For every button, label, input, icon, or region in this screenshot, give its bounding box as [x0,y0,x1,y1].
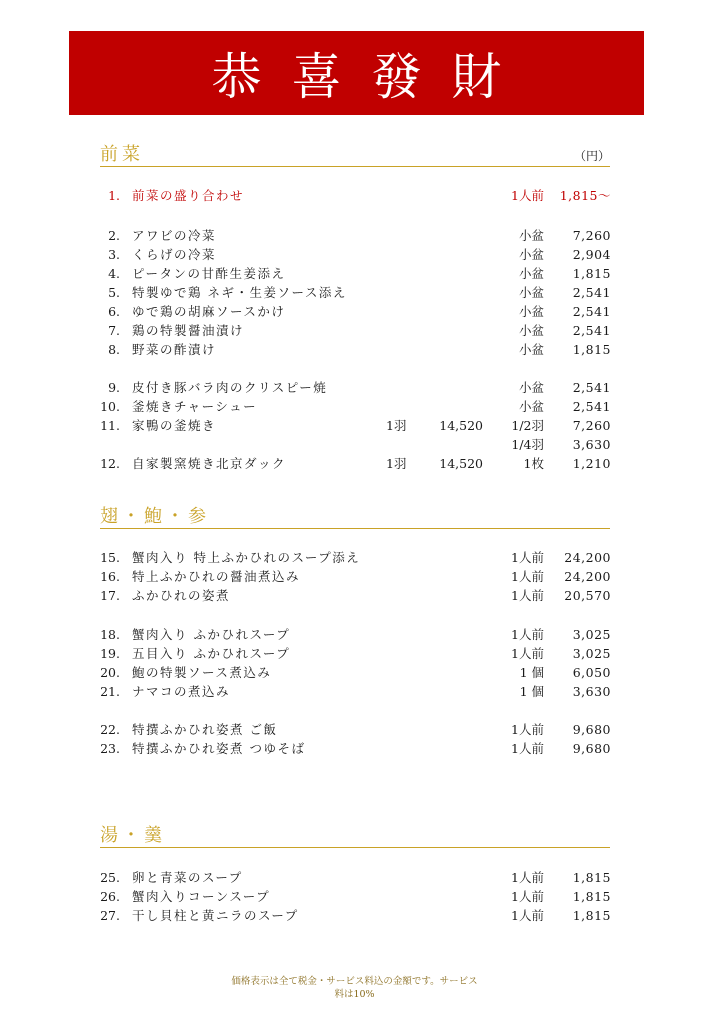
item-price: 3,025 [572,646,611,661]
currency-unit: （円） [573,149,610,163]
item-number: 17. [100,588,120,603]
menu-item-row [0,682,709,701]
item-name: 蟹肉入りコーンスープ [132,889,271,904]
menu-item-row [0,868,709,887]
menu-item-row [0,887,709,906]
section-title: 前菜 [100,144,144,165]
menu-item-row [0,397,709,416]
section-header-soups [100,825,610,848]
item-price: 3,025 [572,627,611,642]
section-title: 湯・羹 [100,825,166,846]
menu-item-row [0,739,709,758]
menu-item-row [0,906,709,925]
item-price: 1,815 [572,908,611,923]
item-portion: 小盆 [518,323,544,338]
item-number: 5. [108,285,120,300]
menu-item-row [0,283,709,302]
item-portion: 1人前 [511,646,544,661]
item-price: 1,815 [572,889,611,904]
menu-item-row [0,245,709,264]
item-whole-price: 14,520 [439,418,483,433]
menu-item-row [0,321,709,340]
item-portion: 小盆 [518,342,544,357]
item-price: 2,541 [572,304,611,319]
item-portion: 1人前 [511,627,544,642]
item-portion: 1人前 [511,908,544,923]
menu-item-row [0,226,709,245]
item-price: 9,680 [572,722,611,737]
item-name: 干し貝柱と黄ニラのスープ [132,908,299,923]
item-number: 8. [108,342,120,357]
item-price: 1,815 [572,342,611,357]
item-number: 3. [108,247,120,262]
menu-item-row [0,435,709,454]
item-name: 鮑の特製ソース煮込み [132,665,272,680]
item-price: 3,630 [572,437,611,452]
section-title: 翅・鮑・参 [100,506,210,527]
item-name: 特撰ふかひれ姿煮 ご飯 [132,722,278,737]
item-portion: 1人前 [511,870,544,885]
item-price: 24,200 [564,550,611,565]
menu-item-row [0,625,709,644]
menu-item-row [0,548,709,567]
footer-line: 料は10% [334,989,375,1000]
item-price: 6,050 [572,665,611,680]
item-price: 1,210 [572,456,611,471]
item-portion: 小盆 [518,228,544,243]
menu-item-row [0,644,709,663]
item-portion: 1/4羽 [511,437,544,452]
item-price: 2,541 [572,285,611,300]
banner-title: 恭喜發財 [69,31,644,115]
item-number: 1. [108,188,120,203]
menu-item-row [0,302,709,321]
item-name: 釜焼きチャーシュー [132,399,258,414]
item-number: 22. [100,722,120,737]
menu-item-row [0,454,709,473]
item-number: 20. [100,665,120,680]
item-number: 25. [100,870,120,885]
item-portion: 1 個 [519,684,544,699]
item-portion: 小盆 [518,380,544,395]
item-price: 20,570 [564,588,611,603]
item-name: 五目入り ふかひれスープ [132,646,291,661]
item-price: 1,815～ [559,188,611,203]
item-portion: 1 個 [519,665,544,680]
item-number: 18. [100,627,120,642]
menu-item-row [0,567,709,586]
item-name: 蟹肉入り 特上ふかひれのスープ添え [132,550,361,565]
item-price: 7,260 [572,228,611,243]
item-number: 21. [100,684,120,699]
footer-line: 価格表示は全て税金・サービス料込の金額です。サービス [231,976,478,987]
item-number: 15. [100,550,120,565]
menu-item-row [0,663,709,682]
item-number: 26. [100,889,120,904]
menu-item-row [0,586,709,605]
item-price: 1,815 [572,870,611,885]
item-number: 27. [100,908,120,923]
item-portion: 1人前 [511,569,544,584]
item-number: 2. [108,228,120,243]
item-portion: 1人前 [511,188,544,203]
menu-item-row [0,720,709,739]
menu-item-row [0,340,709,359]
item-portion: 1人前 [511,741,544,756]
item-number: 23. [100,741,120,756]
item-name: ナマコの煮込み [132,684,231,699]
item-name: ふかひれの姿煮 [132,588,231,603]
item-whole-price: 14,520 [439,456,483,471]
item-number: 9. [108,380,120,395]
item-price: 1,815 [572,266,611,281]
item-price: 24,200 [564,569,611,584]
item-portion: 小盆 [518,304,544,319]
item-number: 11. [100,418,120,433]
item-price: 9,680 [572,741,611,756]
menu-item-row [0,264,709,283]
item-number: 19. [100,646,120,661]
item-name: 自家製窯焼き北京ダック [132,456,287,471]
item-portion: 1人前 [511,588,544,603]
item-price: 2,541 [572,323,611,338]
item-name: 特上ふかひれの醤油煮込み [132,569,301,584]
item-number: 7. [108,323,120,338]
item-name: ゆで鶏の胡麻ソースかけ [132,304,286,319]
item-name: 前菜の盛り合わせ [132,188,245,203]
item-price: 3,630 [572,684,611,699]
item-name: 蟹肉入り ふかひれスープ [132,627,291,642]
menu-item-row [0,186,709,205]
item-name: 卵と青菜のスープ [132,870,243,885]
item-number: 10. [100,399,120,414]
menu-item-row [0,416,709,435]
item-number: 4. [108,266,120,281]
item-portion: 小盆 [518,285,544,300]
item-name: 皮付き豚バラ肉のクリスピー焼 [132,380,328,395]
item-name: ピータンの甘酢生姜添え [132,266,286,281]
item-name: 特撰ふかひれ姿煮 つゆそば [132,741,306,756]
item-price: 2,904 [572,247,611,262]
section-header-shark-fin [100,506,610,529]
menu-item-row [0,378,709,397]
item-portion: 1人前 [511,550,544,565]
item-price: 2,541 [572,399,611,414]
item-name: くらげの冷菜 [132,247,217,262]
section-header-appetizers [100,144,610,167]
item-price: 7,260 [572,418,611,433]
item-portion: 1枚 [523,456,544,471]
item-portion: 1人前 [511,722,544,737]
item-whole-quantity: 1羽 [386,456,407,471]
item-name: 野菜の酢漬け [132,342,217,357]
item-number: 6. [108,304,120,319]
item-whole-quantity: 1羽 [386,418,407,433]
footer-note [0,975,709,1001]
item-name: 特製ゆで鶏 ネギ・生姜ソース添え [132,285,347,300]
item-portion: 1/2羽 [511,418,544,433]
item-number: 16. [100,569,120,584]
item-portion: 小盆 [518,399,544,414]
item-price: 2,541 [572,380,611,395]
item-name: 鶏の特製醤油漬け [132,323,245,338]
item-portion: 小盆 [518,247,544,262]
item-portion: 小盆 [518,266,544,281]
item-number: 12. [100,456,120,471]
item-name: 家鴨の釜焼き [132,418,217,433]
item-portion: 1人前 [511,889,544,904]
item-name: アワビの冷菜 [132,228,217,243]
